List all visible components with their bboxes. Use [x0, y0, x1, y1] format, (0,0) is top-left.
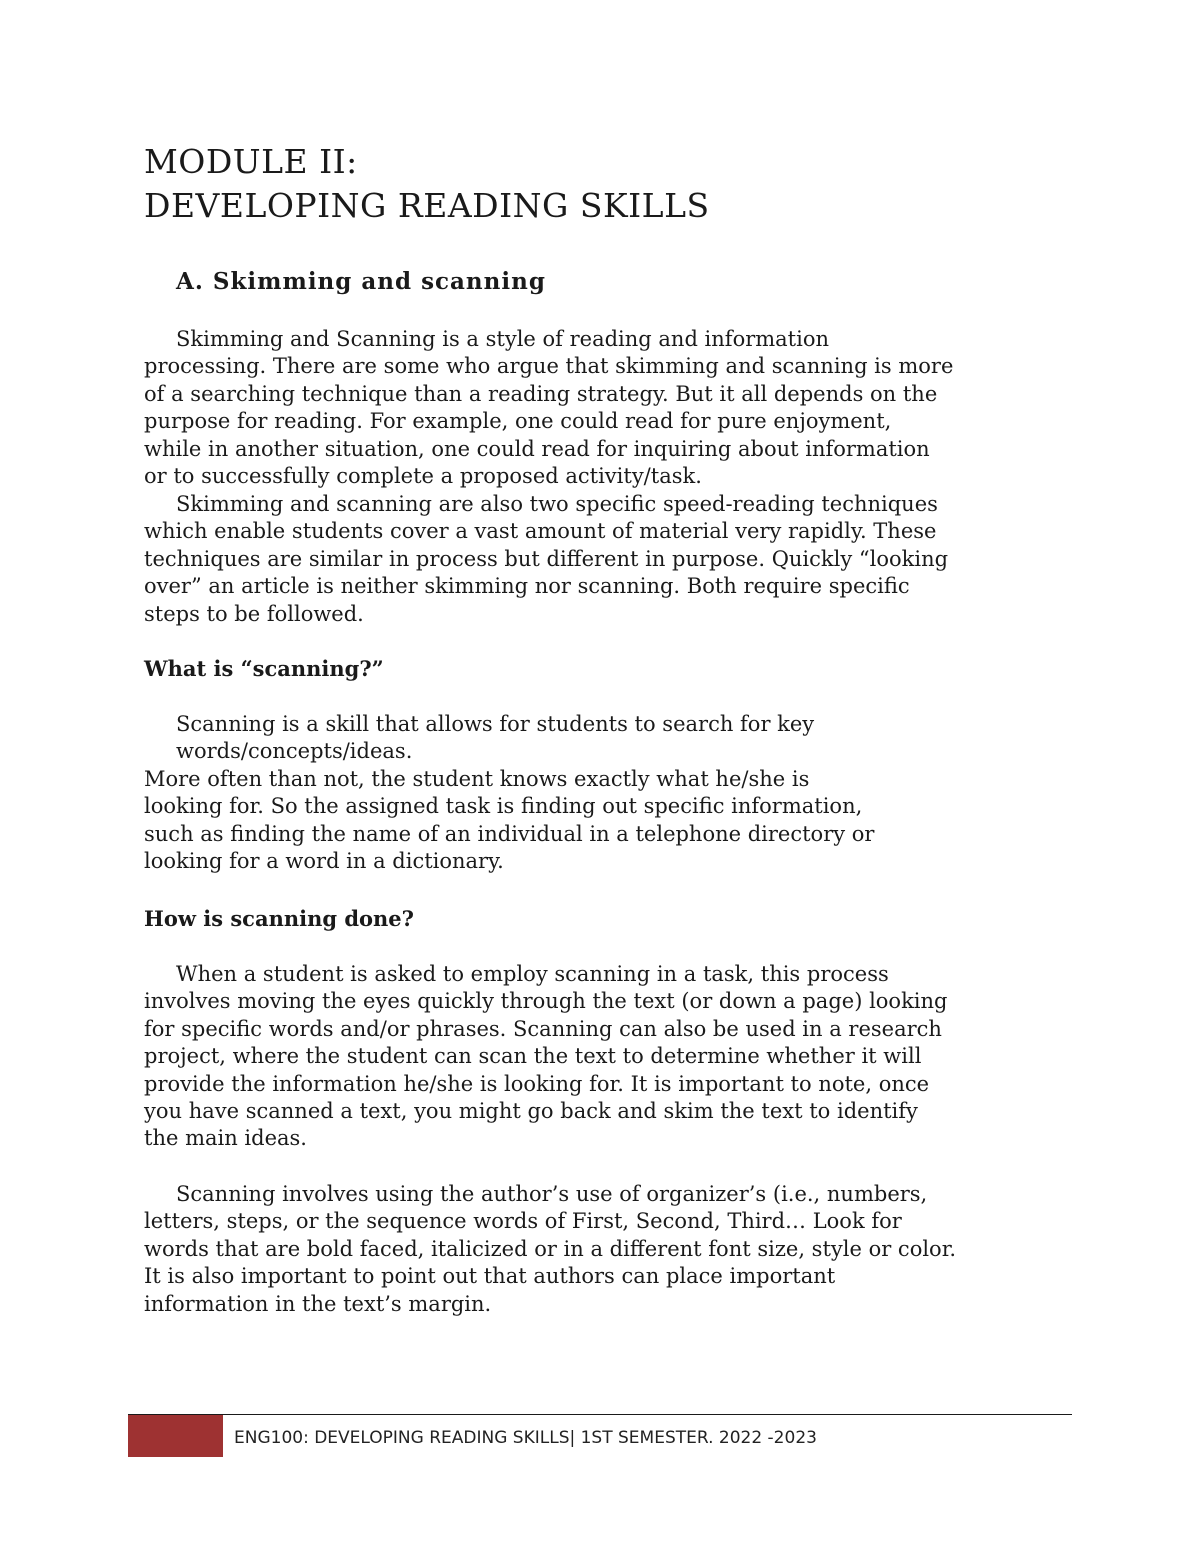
text-line: information in the text’s margin.: [144, 1291, 492, 1316]
footer-rule: [128, 1414, 1072, 1415]
text-line: looking for a word in a dictionary.: [144, 849, 504, 874]
module-title-line-2: DEVELOPING READING SKILLS: [144, 186, 710, 225]
text-line: of a searching technique than a reading strategy. But it all depends on the: [144, 381, 938, 406]
intro-paragraph-2: [144, 491, 1074, 628]
text-line: Skimming and Scanning is a style of reading and information: [176, 327, 830, 351]
how-is-scanning-done-heading: How is scanning done?: [144, 906, 414, 931]
module-title-line-1: MODULE II:: [144, 142, 358, 181]
text-line: processing. There are some who argue that skimming and scanning is more: [144, 354, 954, 379]
text-line: involves moving the eyes quickly through the text (or down a page) looking: [144, 989, 948, 1014]
text-line: over” an article is neither skimming nor scanning. Both require specific: [144, 574, 910, 599]
intro-paragraph-1: [144, 326, 1074, 490]
text-line: techniques are similar in process but different in purpose. Quickly “looking: [144, 546, 949, 571]
text-line: letters, steps, or the sequence words of First, Second, Third… Look for: [144, 1209, 902, 1234]
text-line: while in another situation, one could read for inquiring about information: [144, 436, 930, 461]
footer-text: ENG100: DEVELOPING READING SKILLS| 1ST SEMESTER. 2022 -2023: [234, 1428, 817, 1448]
text-line: project, where the student can scan the text to determine whether it will: [144, 1044, 922, 1069]
module-title: [144, 140, 710, 228]
text-line: Skimming and scanning are also two specific speed-reading techniques: [176, 492, 938, 516]
how-is-scanning-done-paragraph-1: [144, 961, 1074, 1153]
text-line: words that are bold faced, italicized or in a different font size, style or color.: [144, 1236, 957, 1261]
what-is-scanning-heading: What is “scanning?”: [144, 656, 384, 681]
text-line: for specific words and/or phrases. Scanning can also be used in a research: [144, 1016, 942, 1041]
text-line: steps to be followed.: [144, 601, 364, 626]
text-line: It is also important to point out that authors can place important: [144, 1264, 836, 1289]
section-heading: A. Skimming and scanning: [176, 268, 546, 295]
what-is-scanning-paragraph-1: [144, 711, 1074, 766]
text-line: provide the information he/she is looking for. It is important to note, once: [144, 1071, 930, 1096]
text-line: Scanning involves using the author’s use of organizer’s (i.e., numbers,: [176, 1182, 928, 1206]
what-is-scanning-paragraph-2: [144, 766, 1074, 876]
text-line: the main ideas.: [144, 1126, 307, 1151]
text-line: which enable students cover a vast amount of material very rapidly. These: [144, 519, 937, 544]
footer-accent-block: [128, 1415, 223, 1457]
text-line: looking for. So the assigned task is finding out specific information,: [144, 794, 863, 819]
text-line: purpose for reading. For example, one could read for pure enjoyment,: [144, 409, 892, 434]
text-line: you have scanned a text, you might go back and skim the text to identify: [144, 1099, 918, 1124]
text-line: or to successfully complete a proposed activity/task.: [144, 464, 702, 489]
text-line: Scanning is a skill that allows for students to search for key: [176, 712, 815, 736]
text-line: words/concepts/ideas.: [176, 739, 413, 764]
text-line: When a student is asked to employ scanning in a task, this process: [176, 962, 889, 986]
text-line: such as finding the name of an individual in a telephone directory or: [144, 821, 875, 846]
text-line: More often than not, the student knows exactly what he/she is: [144, 767, 810, 791]
how-is-scanning-done-paragraph-2: [144, 1181, 1074, 1318]
